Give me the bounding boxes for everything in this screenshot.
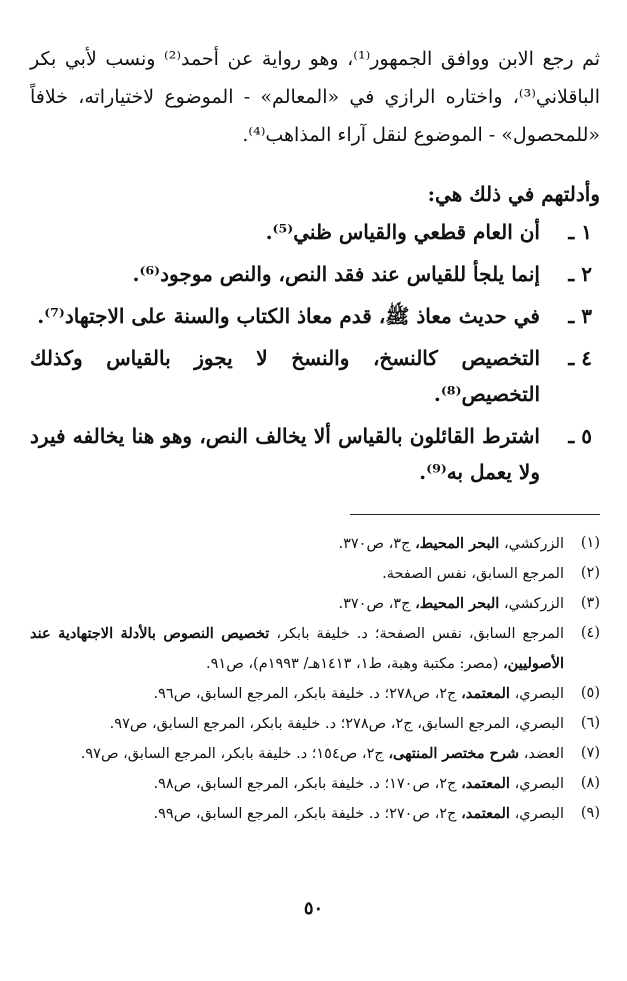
evidence-intro: وأدلتهم في ذلك هي: — [427, 182, 600, 206]
footnote — [30, 589, 600, 619]
evidence-item — [30, 214, 600, 250]
footnote — [30, 739, 600, 769]
footnote-details: ج٣، ص٣٧٠. — [338, 536, 411, 552]
footnote-number: (٤) — [580, 625, 600, 641]
footnote — [30, 769, 600, 799]
footnotes-list — [30, 529, 600, 829]
item-text: التخصيص كالنسخ، والنسخ لا يجوز بالقياس وكذلك التخصيص⁽⁸⁾. — [30, 346, 540, 406]
footnote-number: (٨) — [580, 775, 600, 791]
footnote-author: البصري، — [514, 776, 564, 792]
footnote-details: ج٢، ص٢٧٨؛ د. خليفة بابكر، المرجع السابق، ص٩٦. — [153, 686, 457, 702]
footnote-author: البصري، المرجع السابق، ج٢، ص٢٧٨؛ د. خليفة بابكر، المرجع السابق، ص٩٧. — [109, 716, 564, 732]
footnote-author: المرجع السابق، نفس الصفحة. — [382, 566, 564, 582]
footnote-divider — [350, 514, 600, 515]
footnote-number: (٦) — [580, 715, 600, 731]
opening-paragraph: ثم رجع الابن ووافق الجمهور⁽¹⁾، وهو رواية عن أحمد⁽²⁾ ونسب لأبي بكر الباقلاني⁽³⁾، واختاره الرازي في «المعالم» - الموضوع لاختياراته، خلافاً «للمحصول» - الموضوع لنقل آراء المذاهب⁽⁴⁾. — [30, 48, 600, 146]
footnote-title: البحر المحيط، — [415, 535, 500, 552]
footnote-author: البصري، — [514, 806, 564, 822]
footnote-title: المعتمد، — [461, 805, 510, 822]
item-number: ١ ـ — [568, 220, 592, 244]
footnote-details: (مصر: مكتبة وهبة، ط١، ١٤١٣هـ/ ١٩٩٣م)، ص٩١. — [206, 656, 499, 672]
item-text: إنما يلجأ للقياس عند فقد النص، والنص موجود⁽⁶⁾. — [132, 262, 540, 286]
item-number: ٤ ـ — [568, 346, 592, 370]
footnote-author: الزركشي، — [503, 596, 564, 612]
evidence-item — [30, 418, 600, 490]
footnote-number: (٢) — [580, 565, 600, 581]
footnote-author: المرجع السابق، نفس الصفحة؛ د. خليفة بابكر، — [276, 626, 564, 642]
footnote-title: تخصيص النصوص بالأدلة الاجتهادية عند الأصوليين، — [30, 625, 564, 672]
footnote-author: الزركشي، — [503, 536, 564, 552]
footnote-title: شرح مختصر المنتهى، — [388, 745, 520, 762]
evidence-item — [30, 256, 600, 292]
footnote — [30, 559, 600, 589]
footnote-details: ج٢، ص١٧٠؛ د. خليفة بابكر، المرجع السابق، ص٩٨. — [153, 776, 457, 792]
footnote — [30, 679, 600, 709]
footnote — [30, 799, 600, 829]
footnote-number: (١) — [580, 535, 600, 551]
footnote-title: المعتمد، — [461, 775, 510, 792]
footnote-number: (٩) — [580, 805, 600, 821]
page-number: ٥٠ — [303, 898, 324, 919]
item-number: ٣ ـ — [568, 304, 592, 328]
evidence-item — [30, 298, 600, 334]
item-text: في حديث معاذ ﷺ، قدم معاذ الكتاب والسنة على الاجتهاد⁽⁷⁾. — [37, 304, 540, 328]
item-number: ٥ ـ — [568, 424, 592, 448]
footnote — [30, 709, 600, 739]
footnote-details: ج٣، ص٣٧٠. — [338, 596, 411, 612]
footnote-details: ج٢، ص١٥٤؛ د. خليفة بابكر، المرجع السابق، ص٩٧. — [80, 746, 384, 762]
footnote-details: ج٢، ص٢٧٠؛ د. خليفة بابكر، المرجع السابق، ص٩٩. — [153, 806, 457, 822]
footnote-title: المعتمد، — [461, 685, 510, 702]
evidence-list — [30, 214, 600, 490]
evidence-item — [30, 340, 600, 412]
footnote-title: البحر المحيط، — [415, 595, 500, 612]
item-number: ٢ ـ — [568, 262, 592, 286]
footnote-number: (٥) — [580, 685, 600, 701]
footnote-author: البصري، — [514, 686, 564, 702]
footnote — [30, 529, 600, 559]
page-body — [30, 40, 600, 829]
footnote-number: (٣) — [580, 595, 600, 611]
footnote — [30, 619, 600, 679]
footnote-number: (٧) — [580, 745, 600, 761]
item-text: اشترط القائلون بالقياس ألا يخالف النص، وهو هنا يخالفه فيرد ولا يعمل به⁽⁹⁾. — [30, 424, 540, 484]
item-text: أن العام قطعي والقياس ظني⁽⁵⁾. — [265, 220, 540, 244]
footnote-author: العضد، — [523, 746, 564, 762]
